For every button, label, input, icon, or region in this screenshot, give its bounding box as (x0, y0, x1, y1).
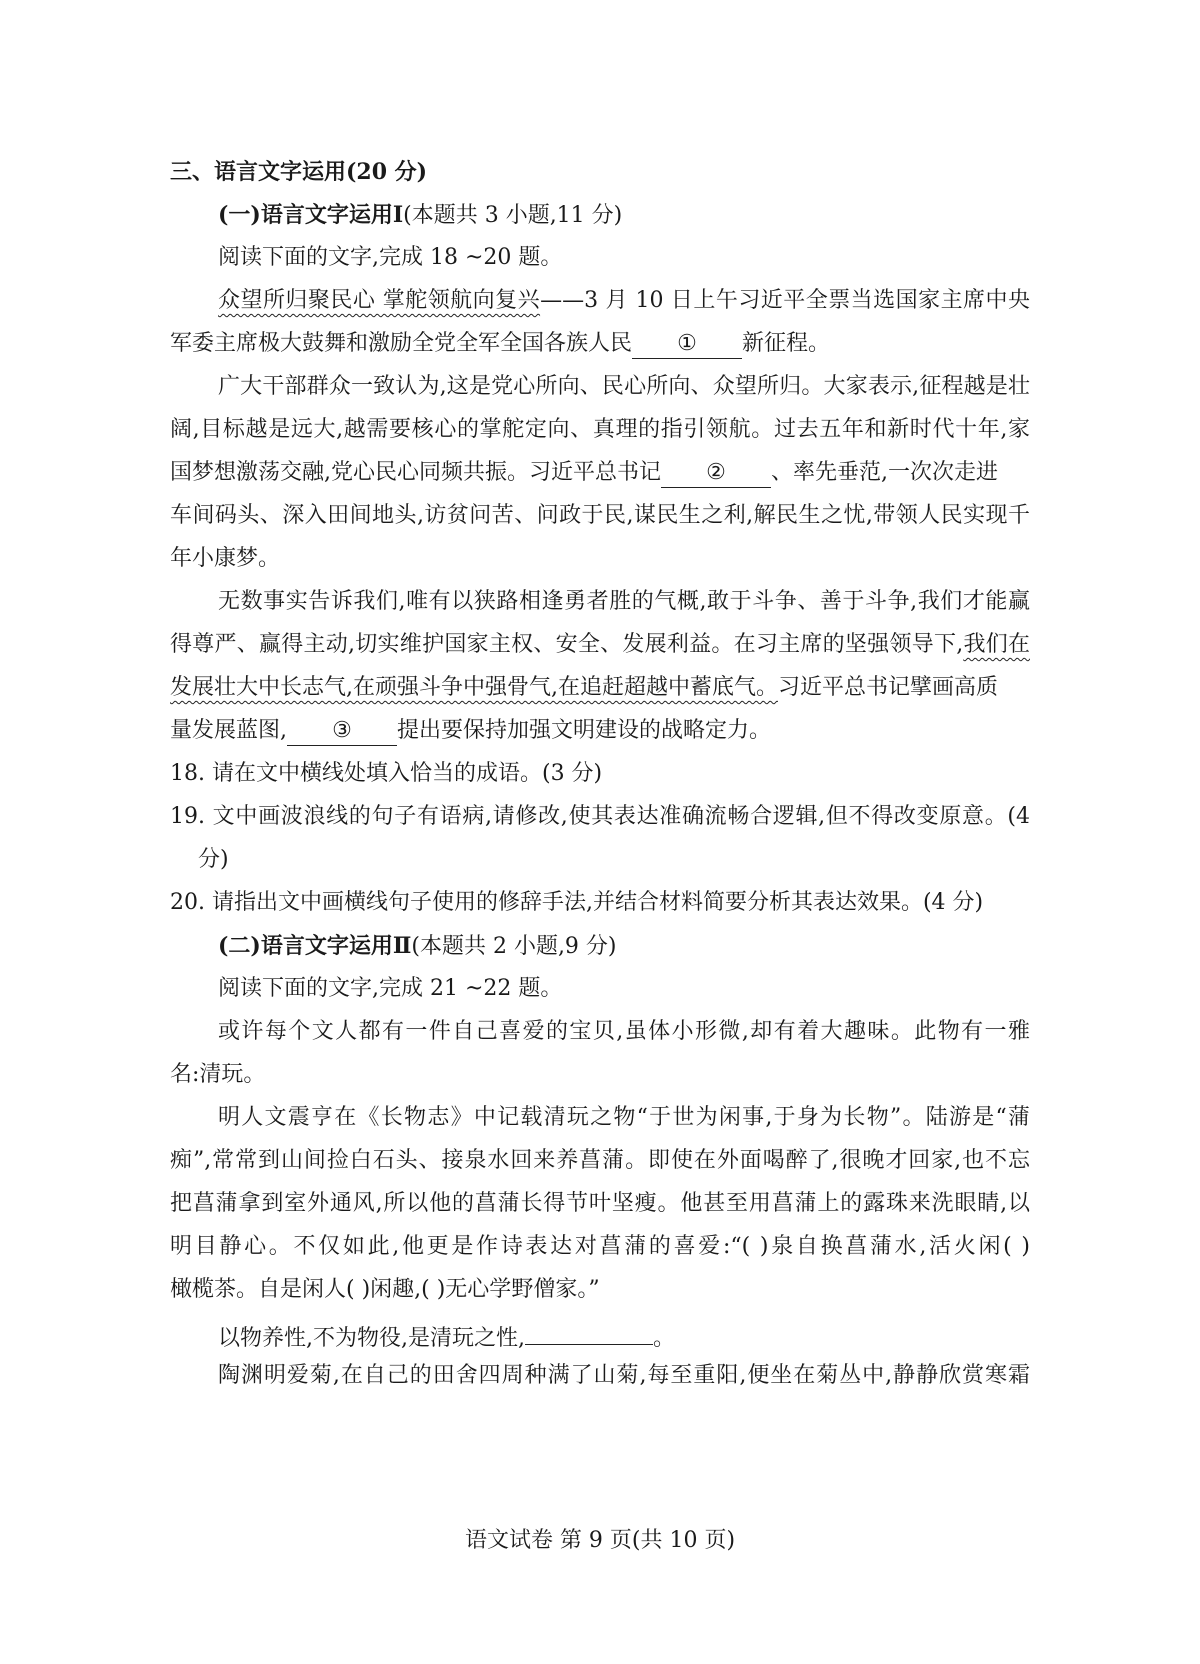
part1-heading: (一)语言文字运用Ⅰ (218, 202, 404, 228)
text-span: ——3 月 10 日上午习近平全票当选国家主席中央 (540, 288, 1030, 313)
blank-2: ② (661, 461, 771, 488)
text-span: 习近平总书记擘画高质 (778, 675, 999, 700)
wavy-sentence-part1: 我们在 (963, 632, 1030, 657)
section-title: 三、语言文字运用(20 分) (170, 159, 428, 185)
text-span: 提出要保持加强文明建设的战略定力。 (397, 718, 772, 743)
part2-heading-line (218, 931, 1078, 962)
wavy-sentence-part2: 发展壮大中长志气,在顽强斗争中强骨气,在追赶超越中蓄底气。 (170, 675, 778, 700)
part2-p1-line1: 或许每个文人都有一件自己喜爱的宝贝,虽体小形微,却有着大趣味。此物有一雅 (218, 1019, 1030, 1044)
question-19: 19. 文中画波浪线的句子有语病,请修改,使其表达准确流畅合逻辑,但不得改变原意。(4 (170, 804, 1030, 829)
blank-1: ① (632, 332, 742, 359)
part1-p3-line3 (170, 673, 1030, 703)
part1-p1-line1 (218, 286, 1030, 316)
part1-p2-line3 (170, 458, 1030, 488)
text-span: 军委主席极大鼓舞和激励全党全军全国各族人民 (170, 331, 633, 356)
question-19-cont: 分) (198, 847, 229, 872)
text-span: 得尊严、赢得主动,切实维护国家主权、安全、发展利益。在习主席的坚强领导下, (170, 632, 964, 657)
part1-instruction: 阅读下面的文字,完成 18 ~20 题。 (218, 245, 563, 270)
question-20: 20. 请指出文中画横线句子使用的修辞手法,并结合材料简要分析其表达效果。(4 分) (170, 890, 984, 915)
part2-heading: (二)语言文字运用Ⅱ (218, 933, 412, 959)
part1-p2-line2: 阔,目标越是远大,越需要核心的掌舵定向、真理的指引领航。过去五年和新时代十年,家 (170, 417, 1030, 442)
part1-p3-line1: 无数事实告诉我们,唯有以狭路相逢勇者胜的气概,敢于斗争、善于斗争,我们才能赢 (218, 589, 1030, 614)
blank-4 (525, 1318, 653, 1345)
part2-p3 (218, 1318, 1078, 1354)
part1-p3-line2 (170, 630, 1030, 660)
part2-p2-line4: 明目静心。不仅如此,他更是作诗表达对菖蒲的喜爱:“( )泉自换菖蒲水,活火闲( ) (170, 1234, 1030, 1259)
page-footer: 语文试卷 第 9 页(共 10 页) (464, 1528, 736, 1553)
part2-p2-line5: 橄榄茶。自是闲人( )闲趣,( )无心学野僧家。” (170, 1277, 600, 1302)
part2-p2-line2: 痴”,常常到山间捡白石头、接泉水回来养菖蒲。即使在外面喝醉了,很晚才回家,也不忘 (170, 1148, 1030, 1173)
text-span: 国梦想激荡交融,党心民心同频共振。习近平总书记 (170, 460, 661, 485)
wavy-underlined-title: 众望所归聚民心 掌舵领航向复兴 (218, 288, 541, 313)
text-span: 、率先垂范,一次次走进 (771, 460, 998, 485)
text-span: 。 (652, 1326, 675, 1351)
part2-p2-line3: 把菖蒲拿到室外通风,所以他的菖蒲长得节叶坚瘦。他甚至用菖蒲上的露珠来洗眼睛,以 (170, 1191, 1030, 1216)
part2-p4-line1: 陶渊明爱菊,在自己的田舍四周种满了山菊,每至重阳,便坐在菊丛中,静静欣赏寒霜 (218, 1363, 1030, 1388)
text-span: 量发展蓝图, (170, 718, 287, 743)
part1-heading-note: (本题共 3 小题,11 分) (403, 203, 623, 228)
part2-heading-note: (本题共 2 小题,9 分) (411, 934, 617, 959)
text-span: 以物养性,不为物役,是清玩之性, (218, 1326, 525, 1351)
part2-p2-line1: 明人文震亨在《长物志》中记载清玩之物“于世为闲事,于身为长物”。陆游是“蒲 (218, 1105, 1030, 1130)
part2-instruction: 阅读下面的文字,完成 21 ~22 题。 (218, 976, 563, 1001)
part2-p1-line2: 名:清玩。 (170, 1062, 266, 1087)
text-span: 新征程。 (742, 331, 831, 356)
question-18: 18. 请在文中横线处填入恰当的成语。(3 分) (170, 761, 603, 786)
part1-p2-line1: 广大干部群众一致认为,这是党心所向、民心所向、众望所归。大家表示,征程越是壮 (218, 374, 1030, 399)
part1-p1-line2 (170, 329, 1030, 359)
part1-heading-line (218, 200, 1078, 231)
part1-p3-line4 (170, 716, 1030, 746)
part1-p2-line5: 年小康梦。 (170, 546, 281, 571)
part1-p2-line4: 车间码头、深入田间地头,访贫问苦、问政于民,谋民生之利,解民生之忧,带领人民实现千 (170, 503, 1030, 528)
blank-3: ③ (287, 719, 397, 746)
